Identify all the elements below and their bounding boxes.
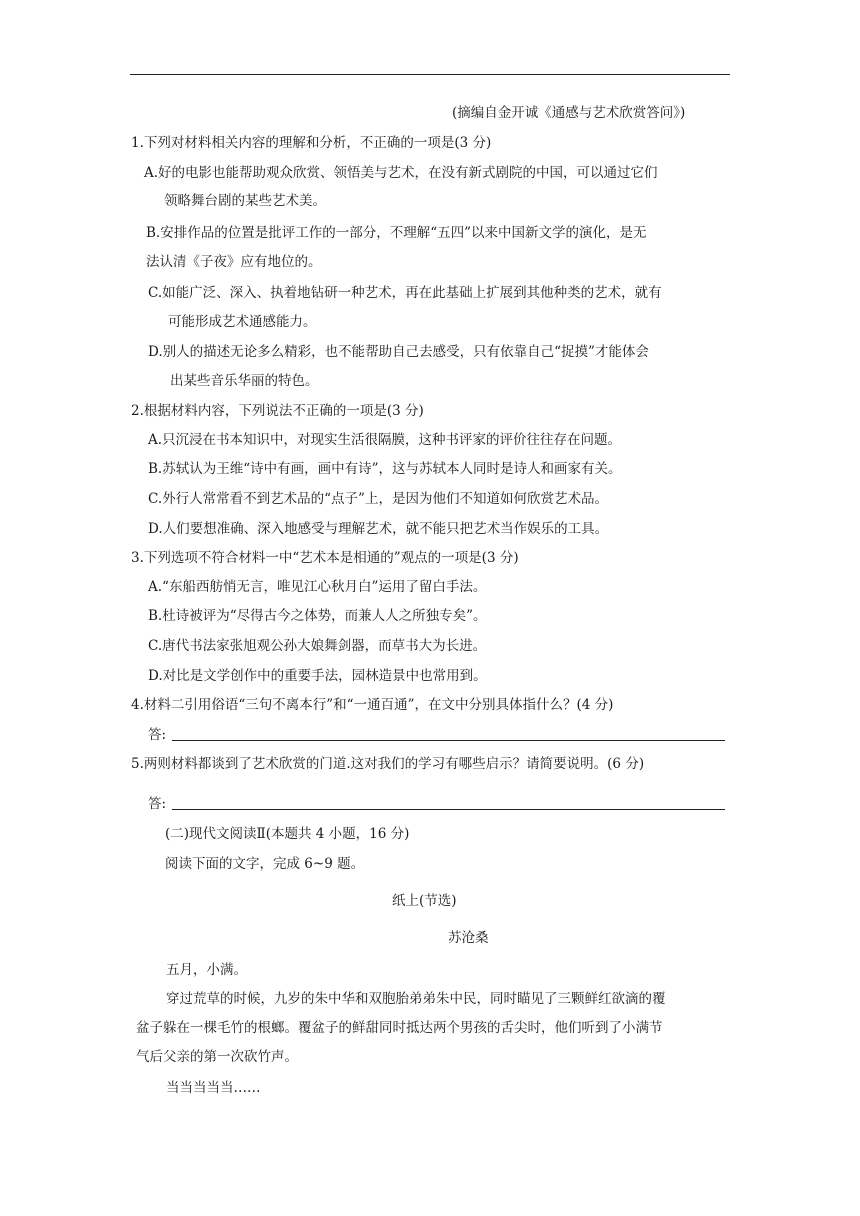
section-instruction: 阅读下面的文字，完成 6~9 题。 bbox=[165, 856, 365, 872]
question-1-option-d: D.别人的描述无论多么精彩，也不能帮助自己去感受，只有依靠自己“捉摸”才能体会 bbox=[148, 344, 649, 360]
question-2-option-a: A.只沉浸在书本知识中，对现实生活很隔膜，这种书评家的评价往往存在问题。 bbox=[148, 432, 622, 448]
question-5-answer-label: 答: bbox=[148, 796, 167, 812]
question-1-option-c: C.如能广泛、深入、执着地钻研一种艺术，再在此基础上扩展到其他种类的艺术，就有 bbox=[148, 285, 662, 301]
question-3-option-c: C.唐代书法家张旭观公孙大娘舞剑器，而草书大为长进。 bbox=[148, 638, 487, 654]
question-2-option-b: B.苏轼认为王维“诗中有画，画中有诗”，这与苏轼本人同时是诗人和画家有关。 bbox=[148, 461, 622, 477]
passage-author: 苏沧桑 bbox=[448, 930, 489, 946]
passage-paragraph-1: 五月，小满。 bbox=[166, 962, 247, 978]
question-1-option-b-cont: 法认清《子夜》应有地位的。 bbox=[146, 254, 322, 270]
question-1-option-a: A.好的电影也能帮助观众欣赏、领悟美与艺术，在没有新式剧院的中国，可以通过它们 bbox=[144, 165, 658, 181]
question-3-option-a: A.“东船西舫悄无言，唯见江心秋月白”运用了留白手法。 bbox=[148, 579, 487, 595]
passage-paragraph-3: 当当当当当…… bbox=[166, 1080, 261, 1096]
question-1-option-d-cont: 出某些音乐华丽的特色。 bbox=[170, 373, 319, 389]
question-3-option-b: B.杜诗被评为“尽得古今之体势，而兼人人之所独专矣”。 bbox=[148, 608, 487, 624]
passage-paragraph-2-line-3: 气后父亲的第一次砍竹声。 bbox=[136, 1049, 298, 1065]
question-1-option-a-cont: 领略舞台剧的某些艺术美。 bbox=[164, 193, 326, 209]
source-note: (摘编自金开诚《通感与艺术欣赏答问》) bbox=[452, 105, 686, 121]
question-1-option-c-cont: 可能形成艺术通感能力。 bbox=[168, 314, 317, 330]
question-1-option-b: B.安排作品的位置是批评工作的一部分，不理解“五四”以来中国新文学的演化，是无 bbox=[146, 225, 647, 241]
passage-paragraph-2-line-2: 盆子躲在一棵毛竹的根螂。覆盆子的鲜甜同时抵达两个男孩的舌尖时，他们听到了小满节 bbox=[136, 1020, 663, 1036]
question-3-stem: 3.下列选项不符合材料一中“艺术本是相通的”观点的一项是(3 分) bbox=[131, 550, 519, 566]
question-5-stem: 5.两则材料都谈到了艺术欣赏的门道.这对我们的学习有哪些启示？请简要说明。(6 分) bbox=[131, 756, 645, 772]
top-rule bbox=[130, 74, 730, 75]
question-2-option-d: D.人们要想准确、深入地感受与理解艺术，就不能只把艺术当作娱乐的工具。 bbox=[148, 521, 609, 537]
passage-paragraph-2-line-1: 穿过荒草的时候，九岁的朱中华和双胞胎弟弟朱中民，同时瞄见了三颗鲜红欲滴的覆 bbox=[166, 991, 666, 1007]
section-heading: (二)现代文阅读Ⅱ(本题共 4 小题，16 分) bbox=[165, 826, 410, 842]
passage-title: 纸上(节选) bbox=[392, 893, 457, 909]
question-3-option-d: D.对比是文学创作中的重要手法，园林造景中也常用到。 bbox=[148, 668, 487, 684]
question-2-stem: 2.根据材料内容，下列说法不正确的一项是(3 分) bbox=[131, 403, 424, 419]
question-4-stem: 4.材料二引用俗语“三句不离本行”和“一通百通”，在文中分别具体指什么？(4 分) bbox=[131, 697, 614, 713]
question-4-answer-line[interactable] bbox=[172, 740, 725, 741]
question-2-option-c: C.外行人常常看不到艺术品的“点子”上，是因为他们不知道如何欣赏艺术品。 bbox=[148, 491, 608, 507]
question-1-stem: 1.下列对材料相关内容的理解和分析，不正确的一项是(3 分) bbox=[131, 135, 492, 151]
question-5-answer-line[interactable] bbox=[172, 809, 725, 810]
question-4-answer-label: 答: bbox=[148, 727, 167, 743]
